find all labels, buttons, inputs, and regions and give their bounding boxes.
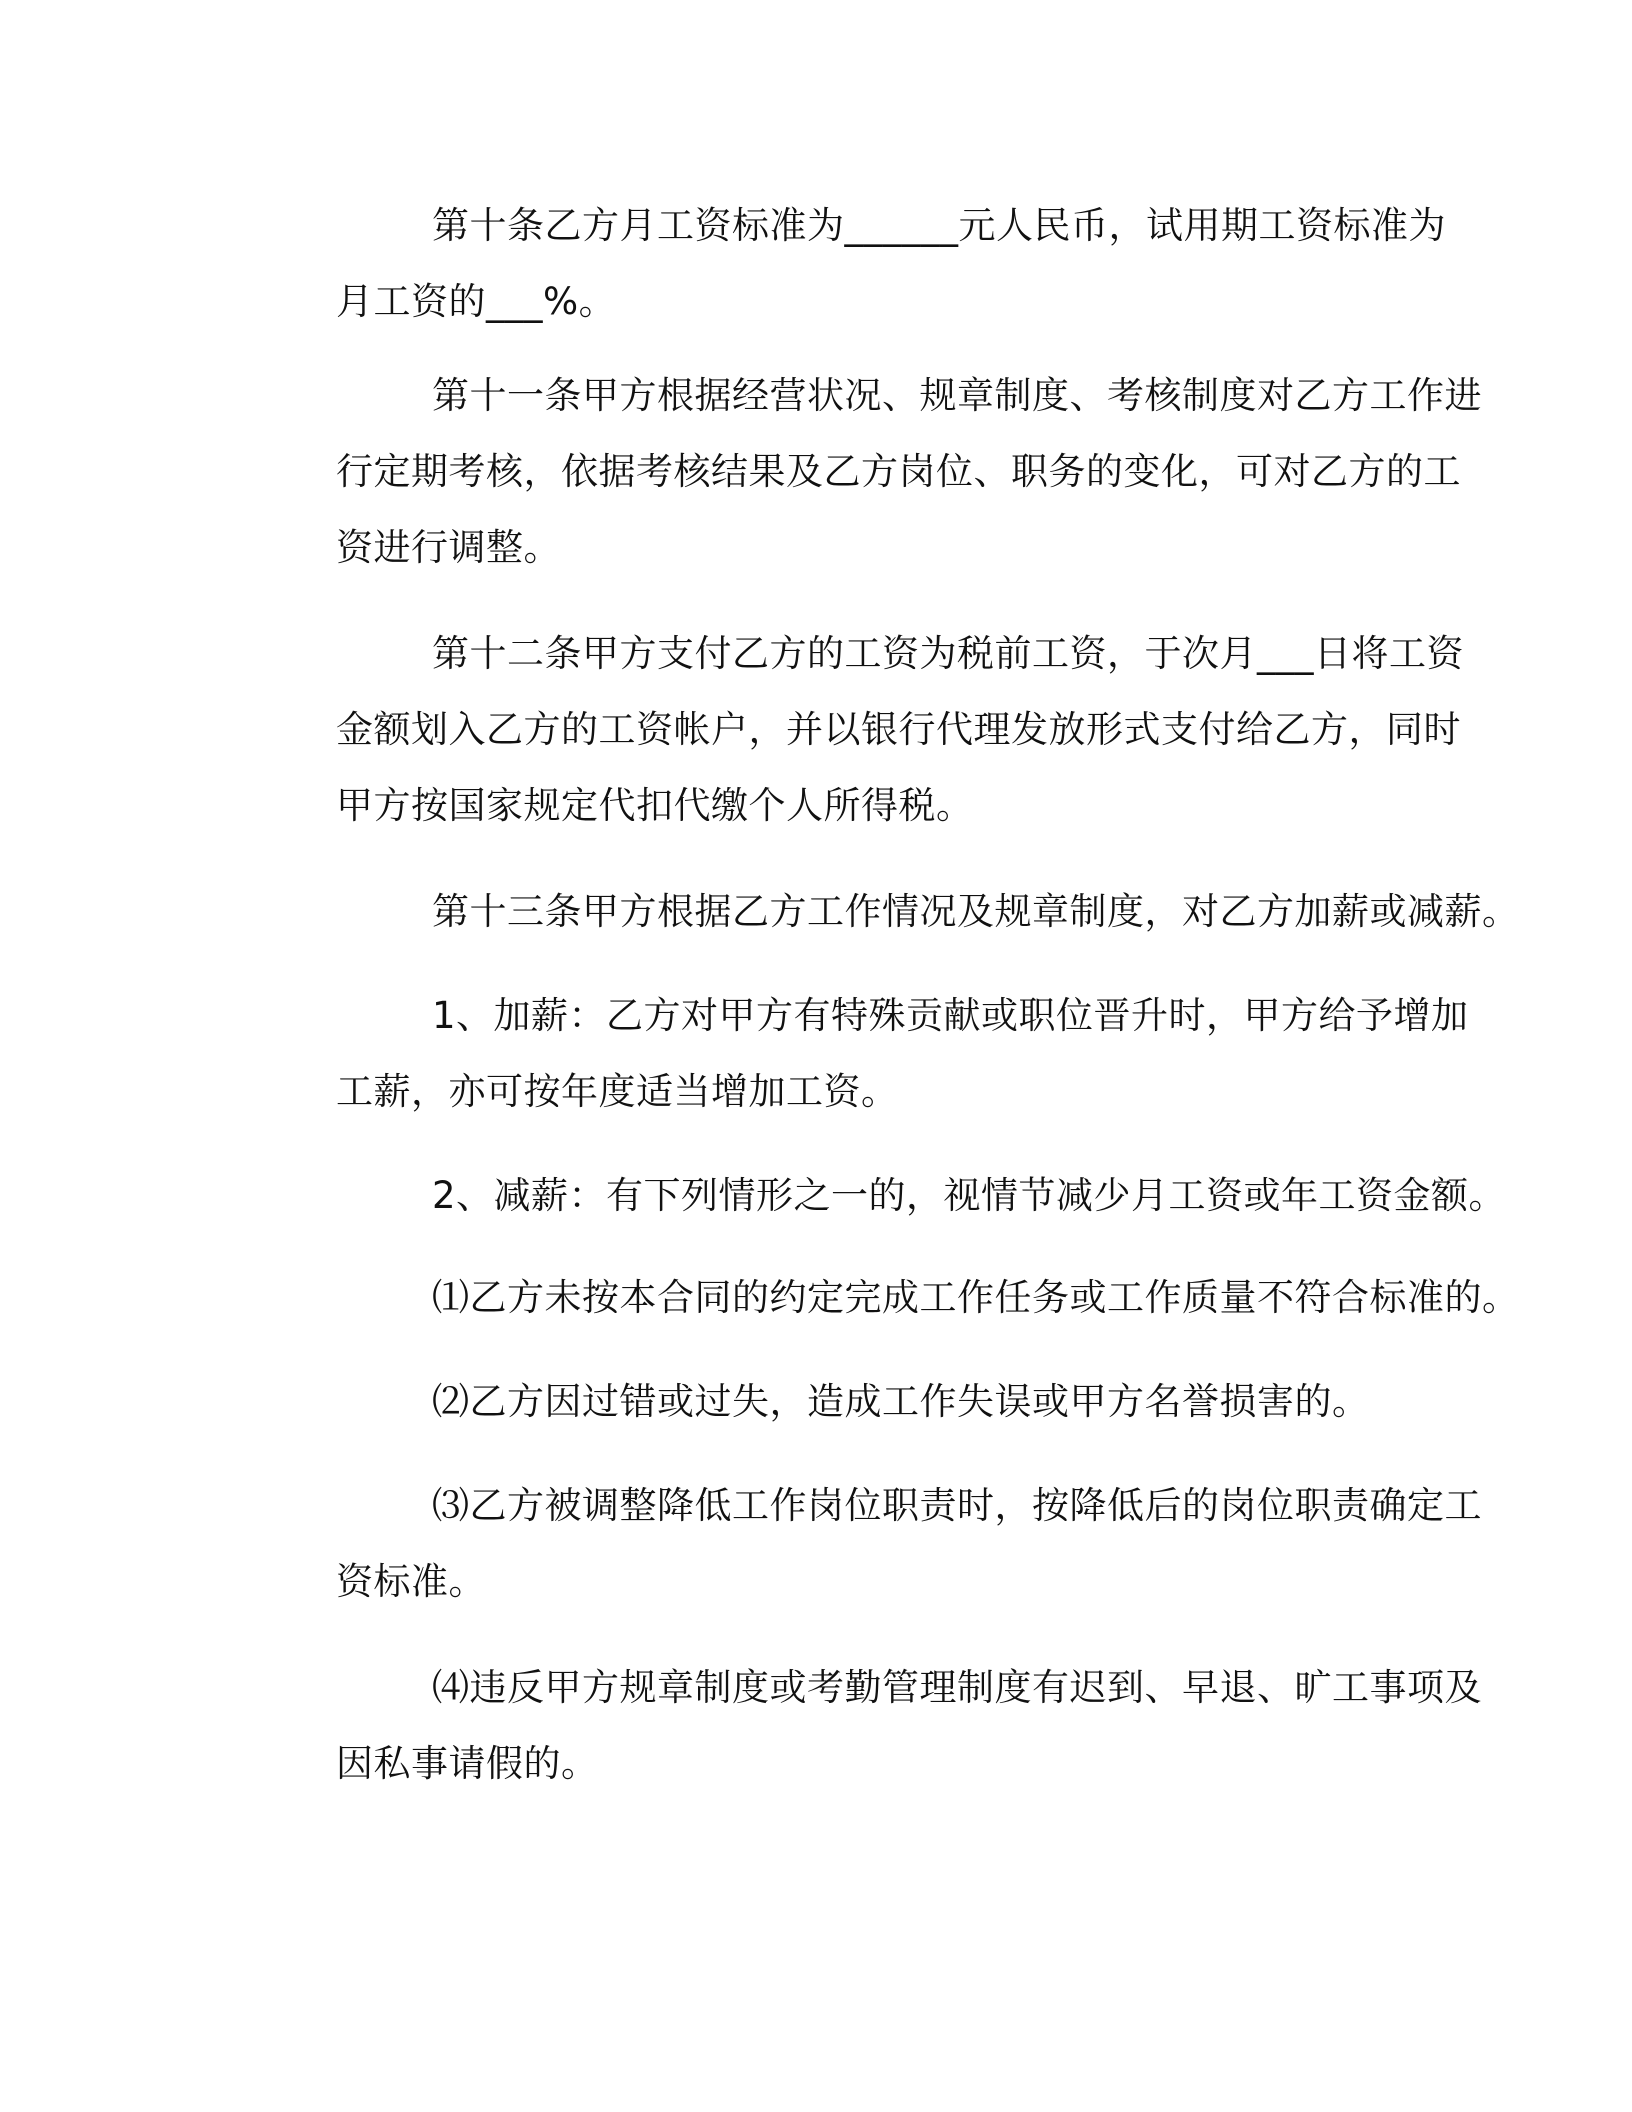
paragraph-line: 行定期考核，依据考核结果及乙方岗位、职务的变化，可对乙方的工 — [336, 450, 1461, 493]
paragraph-case-3 — [240, 1468, 1482, 1620]
paragraph-line: 第十三条甲方根据乙方工作情况及规章制度，对乙方加薪或减薪。 — [432, 890, 1520, 933]
paragraph-line: 资标准。 — [336, 1560, 486, 1603]
paragraph-line: 月工资的___%。 — [336, 280, 617, 323]
paragraph-case-2 — [240, 1364, 1390, 1440]
paragraph-line: 第十二条甲方支付乙方的工资为税前工资，于次月___日将工资 — [432, 632, 1464, 675]
paragraph-case-4 — [240, 1650, 1482, 1802]
paragraph-line: 1、加薪：乙方对甲方有特殊贡献或职位晋升时，甲方给予增加 — [432, 994, 1469, 1037]
paragraph-line: ⑷违反甲方规章制度或考勤管理制度有迟到、早退、旷工事项及 — [432, 1666, 1482, 1709]
paragraph-case-1 — [240, 1260, 1520, 1336]
paragraph-line: 甲方按国家规定代扣代缴个人所得税。 — [336, 784, 974, 827]
paragraph-article-10 — [240, 188, 1446, 340]
paragraph-reduce — [240, 1158, 1507, 1234]
paragraph-line: 工薪，亦可按年度适当增加工资。 — [336, 1070, 899, 1113]
paragraph-article-11 — [240, 358, 1482, 586]
paragraph-line: 2、减薪：有下列情形之一的，视情节减少月工资或年工资金额。 — [432, 1174, 1507, 1217]
paragraph-raise — [240, 978, 1469, 1130]
paragraph-article-12 — [240, 616, 1464, 844]
paragraph-line: 金额划入乙方的工资帐户，并以银行代理发放形式支付给乙方，同时 — [336, 708, 1461, 751]
paragraph-line: ⑵乙方因过错或过失，造成工作失误或甲方名誉损害的。 — [432, 1380, 1370, 1423]
paragraph-line: 资进行调整。 — [336, 526, 561, 569]
paragraph-line: 第十条乙方月工资标准为______元人民币，试用期工资标准为 — [432, 204, 1446, 247]
paragraph-line: ⑴乙方未按本合同的约定完成工作任务或工作质量不符合标准的。 — [432, 1276, 1520, 1319]
paragraph-line: 因私事请假的。 — [336, 1742, 599, 1785]
paragraph-line: 第十一条甲方根据经营状况、规章制度、考核制度对乙方工作进 — [432, 374, 1482, 417]
paragraph-article-13 — [240, 874, 1520, 950]
paragraph-line: ⑶乙方被调整降低工作岗位职责时，按降低后的岗位职责确定工 — [432, 1484, 1482, 1527]
